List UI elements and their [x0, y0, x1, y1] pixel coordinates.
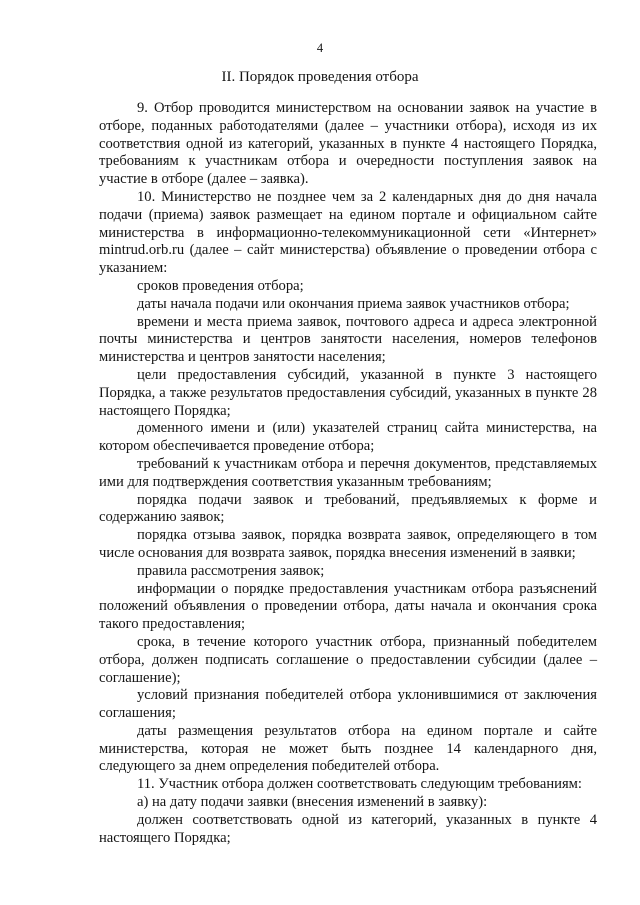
list-item: срока, в течение которого участник отбора, признанный победителем отбора, должен подписать соглашение о предоставлении субсидии (далее – соглашение); — [99, 633, 597, 686]
list-item: даты начала подачи или окончания приема заявок участников отбора; — [137, 295, 570, 312]
document-body — [99, 100, 597, 847]
section-title: II. Порядок проведения отбора — [221, 69, 419, 85]
page-number: 4 — [316, 41, 324, 55]
paragraph-10: 10. Министерство не позднее чем за 2 календарных дня до дня начала подачи (приема) заявок размещает на едином портале и официальном сайте министерства в информационно-телекоммуникационной сети «Интернет» mintrud.orb.ru (далее – сайт министерства) объявление о проведении отбора с указанием: — [99, 188, 597, 277]
list-item: порядка отзыва заявок, порядка возврата заявок, определяющего в том числе основания для возврата заявок, порядка внесения изменений в заявки; — [99, 527, 597, 561]
paragraph-11: 11. Участник отбора должен соответствовать следующим требованиям: — [137, 776, 582, 793]
list-item: времени и места приема заявок, почтового адреса и адреса электронной почты министерства и центров занятости населения, номеров телефонов министерства и центров занятости населения; — [99, 313, 597, 366]
list-item: требований к участникам отбора и перечня документов, представляемых ими для подтверждения соответствия указанным требованиям; — [99, 455, 597, 490]
paragraph-9: 9. Отбор проводится министерством на основании заявок на участие в отборе, поданных работодателями (далее – участники отбора), исходя из их соответствия одной из категорий, указанных в пункте 4 настоящего Порядка, требованиям к участникам отбора и очередности поступления заявок на участие в отборе (далее – заявка). — [99, 100, 597, 188]
list-item: сроков проведения отбора; — [137, 277, 304, 294]
list-item: правила рассмотрения заявок; — [137, 562, 325, 579]
list-item: должен соответствовать одной из категорий, указанных в пункте 4 настоящего Порядка; — [99, 811, 597, 846]
list-item: даты размещения результатов отбора на едином портале и сайте министерства, которая не может быть позднее 14 календарного дня, следующего за днем определения победителей отбора. — [99, 722, 597, 775]
list-item: информации о порядке предоставления участникам отбора разъяснений положений объявления о проведении отбора, даты начала и окончания срока такого предоставления; — [99, 580, 597, 633]
list-item: условий признания победителей отбора уклонившимися от заключения соглашения; — [99, 687, 597, 722]
subparagraph-a: а) на дату подачи заявки (внесения изменений в заявку): — [137, 794, 488, 811]
list-item: цели предоставления субсидий, указанной в пункте 3 настоящего Порядка, а также результатов предоставления субсидий, указанных в пункте 28 настоящего Порядка; — [99, 366, 597, 419]
list-item: порядка подачи заявок и требований, предъявляемых к форме и содержанию заявок; — [99, 491, 597, 526]
list-item: доменного имени и (или) указателей страниц сайта министерства, на котором обеспечивается проведение отбора; — [99, 420, 597, 455]
